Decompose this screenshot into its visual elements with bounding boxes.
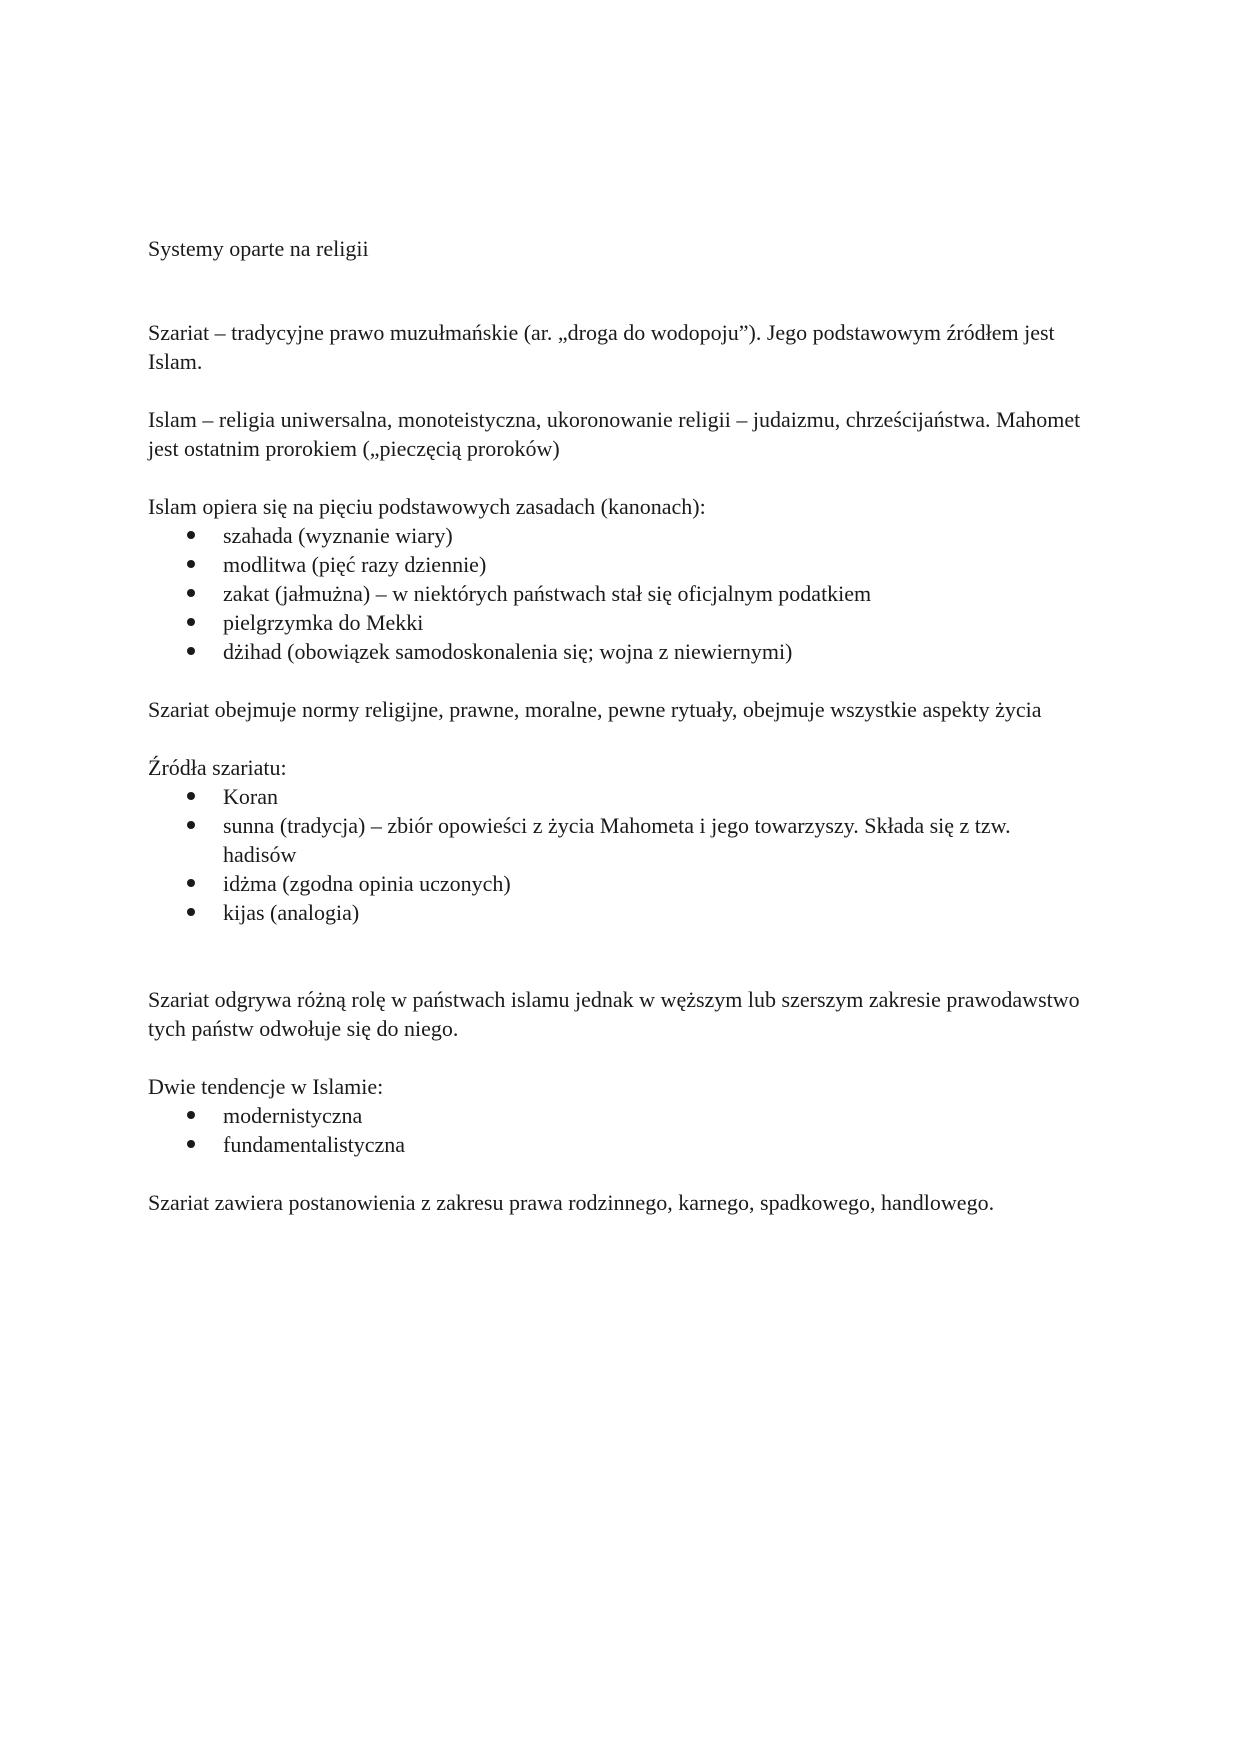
bullet-icon xyxy=(187,589,195,597)
list-item xyxy=(148,1130,1088,1159)
bullet-icon xyxy=(187,1140,195,1148)
document-body xyxy=(148,234,1088,1246)
list-item xyxy=(148,1101,1088,1130)
list-item-text: zakat (jałmużna) – w niektórych państwach stał się oficjalnym podatkiem xyxy=(223,581,872,606)
paragraph-norms: Szariat obejmuje normy religijne, prawne, moralne, pewne rytuały, obejmuje wszystkie aspekty życia xyxy=(148,697,1042,722)
paragraph-szariat-definition: Szariat – tradycyjne prawo muzułmańskie (ar. „droga do wodopoju”). Jego podstawowym źródłem jest Islam. xyxy=(148,320,1055,374)
list-item-text: modlitwa (pięć razy dziennie) xyxy=(223,552,487,577)
list-item xyxy=(148,608,1088,637)
list-item-text: Koran xyxy=(223,784,278,809)
list-item-text: kijas (analogia) xyxy=(223,900,360,925)
bullet-icon xyxy=(187,618,195,626)
list-item xyxy=(148,521,1088,550)
tendencies-list xyxy=(148,1101,1088,1159)
list-item xyxy=(148,898,1088,927)
paragraph-role: Szariat odgrywa różną rolę w państwach islamu jednak w węższym lub szerszym zakresie prawodawstwo tych państw odwołuje się do niego. xyxy=(148,987,1080,1041)
bullet-icon xyxy=(187,908,195,916)
bullet-icon xyxy=(187,560,195,568)
list-item xyxy=(148,637,1088,666)
document-title: Systemy oparte na religii xyxy=(148,236,369,261)
list-item xyxy=(148,869,1088,898)
sources-list xyxy=(148,782,1088,927)
list-item-text: szahada (wyznanie wiary) xyxy=(223,523,453,548)
list-item-text: pielgrzymka do Mekki xyxy=(223,610,424,635)
list-item xyxy=(148,579,1088,608)
bullet-icon xyxy=(187,531,195,539)
bullet-icon xyxy=(187,879,195,887)
list-item-text: sunna (tradycja) – zbiór opowieści z życia Mahometa i jego towarzyszy. Składa się z tzw. hadisów xyxy=(223,813,1011,867)
paragraph-law-scope: Szariat zawiera postanowienia z zakresu prawa rodzinnego, karnego, spadkowego, handlowego. xyxy=(148,1190,995,1215)
paragraph-islam-definition: Islam – religia uniwersalna, monoteistyczna, ukoronowanie religii – judaizmu, chrześcijaństwa. Mahomet jest ostatnim prorokiem („pieczęcią proroków) xyxy=(148,407,1081,461)
list-item-text: idżma (zgodna opinia uczonych) xyxy=(223,871,511,896)
bullet-icon xyxy=(187,821,195,829)
bullet-icon xyxy=(187,647,195,655)
bullet-icon xyxy=(187,792,195,800)
list-item xyxy=(148,811,1088,869)
list-item-text: dżihad (obowiązek samodoskonalenia się; wojna z niewiernymi) xyxy=(223,639,793,664)
sources-intro: Źródła szariatu: xyxy=(148,755,287,780)
tendencies-intro: Dwie tendencje w Islamie: xyxy=(148,1074,384,1099)
list-item xyxy=(148,550,1088,579)
list-item-text: fundamentalistyczna xyxy=(223,1132,406,1157)
list-item xyxy=(148,782,1088,811)
pillars-intro: Islam opiera się na pięciu podstawowych zasadach (kanonach): xyxy=(148,494,706,519)
pillars-list xyxy=(148,521,1088,666)
spacer xyxy=(148,956,1088,985)
list-item-text: modernistyczna xyxy=(223,1103,363,1128)
bullet-icon xyxy=(187,1111,195,1119)
